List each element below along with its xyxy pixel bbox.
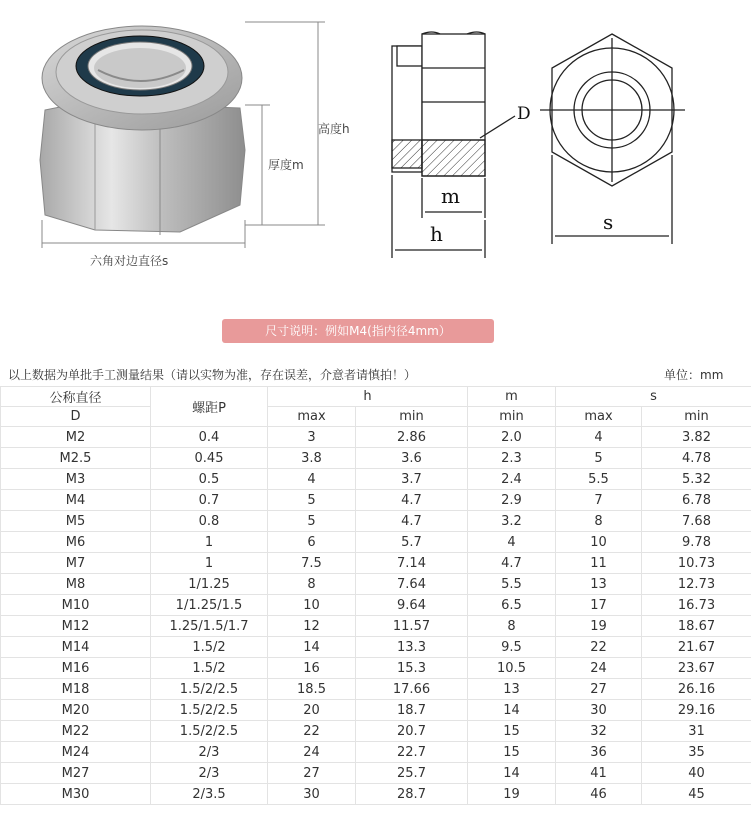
cell-s-max: 13 [556,574,642,595]
table-row [1,448,751,469]
cell-s-max: 41 [556,763,642,784]
table-row [1,742,751,763]
cell-s-max: 24 [556,658,642,679]
cell-s-max: 46 [556,784,642,805]
cell-pitch: 1.5/2 [151,637,268,658]
cell-m-min: 6.5 [468,595,556,616]
table-row [1,658,751,679]
cell-pitch: 1.5/2/2.5 [151,721,268,742]
table-row [1,763,751,784]
cell-s-min: 5.32 [642,469,751,490]
cell-s-min: 4.78 [642,448,751,469]
cell-s-max: 10 [556,532,642,553]
drawing-label-h: h [430,222,443,246]
cell-h-min: 5.7 [356,532,468,553]
cell-pitch: 1.5/2/2.5 [151,700,268,721]
cell-h-max: 7.5 [268,553,356,574]
table-row [1,427,751,448]
cell-s-min: 6.78 [642,490,751,511]
cell-pitch: 1/1.25 [151,574,268,595]
cell-m-min: 4.7 [468,553,556,574]
cell-h-min: 22.7 [356,742,468,763]
cell-s-min: 3.82 [642,427,751,448]
cell-h-min: 2.86 [356,427,468,448]
cell-h-min: 25.7 [356,763,468,784]
measurement-note: 以上数据为单批手工测量结果（请以实物为准，存在误差，介意者请慎拍！） [8,368,417,382]
cell-size: M4 [1,490,151,511]
cell-s-max: 19 [556,616,642,637]
cell-pitch: 2/3 [151,742,268,763]
spec-table [0,386,751,805]
table-row [1,721,751,742]
header-h-min: min [356,407,468,427]
cell-m-min: 19 [468,784,556,805]
table-row [1,616,751,637]
cell-pitch: 0.4 [151,427,268,448]
size-explanation-banner: 尺寸说明：例如M4(指内径4mm） [222,319,494,343]
cell-m-min: 9.5 [468,637,556,658]
cell-pitch: 2/3 [151,763,268,784]
cell-s-min: 29.16 [642,700,751,721]
cell-size: M12 [1,616,151,637]
cell-h-min: 7.64 [356,574,468,595]
header-nominal-d: D [1,407,151,427]
cell-pitch: 0.5 [151,469,268,490]
cell-h-min: 28.7 [356,784,468,805]
cell-h-max: 18.5 [268,679,356,700]
cell-size: M27 [1,763,151,784]
cell-h-max: 12 [268,616,356,637]
cell-size: M16 [1,658,151,679]
cell-h-min: 15.3 [356,658,468,679]
drawing-label-s: s [603,210,614,234]
cell-s-min: 35 [642,742,751,763]
cell-m-min: 2.9 [468,490,556,511]
cell-pitch: 0.8 [151,511,268,532]
header-nominal: 公称直径 [1,387,151,407]
header-m: m [468,387,556,407]
header-s-max: max [556,407,642,427]
height-label: 高度h [318,122,350,136]
cell-s-max: 32 [556,721,642,742]
cell-size: M14 [1,637,151,658]
cell-s-min: 26.16 [642,679,751,700]
cell-m-min: 5.5 [468,574,556,595]
cell-s-min: 23.67 [642,658,751,679]
cell-s-min: 18.67 [642,616,751,637]
cell-h-min: 4.7 [356,490,468,511]
cell-pitch: 1.5/2 [151,658,268,679]
cell-size: M22 [1,721,151,742]
header-s: s [556,387,751,407]
cell-h-max: 10 [268,595,356,616]
product-figure [0,0,751,280]
cell-s-min: 40 [642,763,751,784]
cell-pitch: 0.7 [151,490,268,511]
cell-m-min: 15 [468,742,556,763]
cell-h-max: 24 [268,742,356,763]
cell-s-min: 10.73 [642,553,751,574]
cell-h-min: 9.64 [356,595,468,616]
cell-m-min: 15 [468,721,556,742]
cell-h-max: 16 [268,658,356,679]
cell-size: M7 [1,553,151,574]
drawing-label-m: m [441,184,460,208]
cell-pitch: 1.25/1.5/1.7 [151,616,268,637]
spec-table-header [1,387,751,427]
table-row [1,469,751,490]
cell-s-max: 5.5 [556,469,642,490]
cell-h-min: 17.66 [356,679,468,700]
cell-h-max: 3 [268,427,356,448]
cell-h-max: 5 [268,511,356,532]
cell-h-max: 3.8 [268,448,356,469]
nut-illustration [0,0,751,280]
table-row [1,490,751,511]
spec-table-body [1,427,751,805]
unit-label: 单位：mm [664,368,724,382]
cell-s-max: 22 [556,637,642,658]
cell-s-max: 7 [556,490,642,511]
nut-photo [40,26,245,235]
cell-size: M2.5 [1,448,151,469]
table-row [1,532,751,553]
cell-m-min: 13 [468,679,556,700]
side-view-drawing [392,32,515,258]
cell-m-min: 10.5 [468,658,556,679]
header-pitch: 螺距P [151,387,268,427]
cell-m-min: 14 [468,763,556,784]
cell-h-max: 20 [268,700,356,721]
cell-pitch: 1.5/2/2.5 [151,679,268,700]
cell-m-min: 4 [468,532,556,553]
cell-size: M18 [1,679,151,700]
cell-s-max: 30 [556,700,642,721]
cell-h-min: 18.7 [356,700,468,721]
cell-size: M24 [1,742,151,763]
cell-h-min: 4.7 [356,511,468,532]
table-row [1,574,751,595]
across-flats-label: 六角对边直径s [90,254,169,268]
cell-s-min: 12.73 [642,574,751,595]
cell-m-min: 2.0 [468,427,556,448]
cell-h-min: 3.7 [356,469,468,490]
cell-h-min: 13.3 [356,637,468,658]
thickness-label: 厚度m [268,158,304,172]
cell-s-min: 31 [642,721,751,742]
cell-h-max: 5 [268,490,356,511]
table-row [1,595,751,616]
table-row [1,637,751,658]
cell-size: M20 [1,700,151,721]
cell-s-max: 8 [556,511,642,532]
cell-pitch: 0.45 [151,448,268,469]
cell-size: M5 [1,511,151,532]
cell-s-min: 9.78 [642,532,751,553]
cell-size: M3 [1,469,151,490]
cell-h-min: 20.7 [356,721,468,742]
cell-s-min: 7.68 [642,511,751,532]
cell-pitch: 1/1.25/1.5 [151,595,268,616]
cell-h-max: 6 [268,532,356,553]
cell-pitch: 1 [151,532,268,553]
cell-m-min: 2.4 [468,469,556,490]
cell-h-min: 11.57 [356,616,468,637]
cell-size: M8 [1,574,151,595]
cell-size: M2 [1,427,151,448]
table-row [1,553,751,574]
cell-h-max: 27 [268,763,356,784]
cell-s-max: 17 [556,595,642,616]
header-h: h [268,387,468,407]
cell-s-min: 16.73 [642,595,751,616]
cell-s-min: 45 [642,784,751,805]
cell-s-max: 36 [556,742,642,763]
cell-m-min: 2.3 [468,448,556,469]
header-h-max: max [268,407,356,427]
cell-s-max: 27 [556,679,642,700]
cell-s-max: 5 [556,448,642,469]
cell-size: M6 [1,532,151,553]
table-row [1,784,751,805]
cell-s-min: 21.67 [642,637,751,658]
cell-h-max: 30 [268,784,356,805]
cell-m-min: 14 [468,700,556,721]
cell-s-max: 4 [556,427,642,448]
header-s-min: min [642,407,751,427]
cell-h-min: 7.14 [356,553,468,574]
cell-pitch: 2/3.5 [151,784,268,805]
cell-h-max: 22 [268,721,356,742]
header-m-min: min [468,407,556,427]
cell-h-max: 8 [268,574,356,595]
cell-pitch: 1 [151,553,268,574]
drawing-label-d: D [517,104,531,124]
cell-h-max: 14 [268,637,356,658]
cell-size: M30 [1,784,151,805]
table-row [1,511,751,532]
cell-s-max: 11 [556,553,642,574]
cell-m-min: 3.2 [468,511,556,532]
cell-size: M10 [1,595,151,616]
table-row [1,700,751,721]
cell-h-max: 4 [268,469,356,490]
table-row [1,679,751,700]
cell-m-min: 8 [468,616,556,637]
cell-h-min: 3.6 [356,448,468,469]
